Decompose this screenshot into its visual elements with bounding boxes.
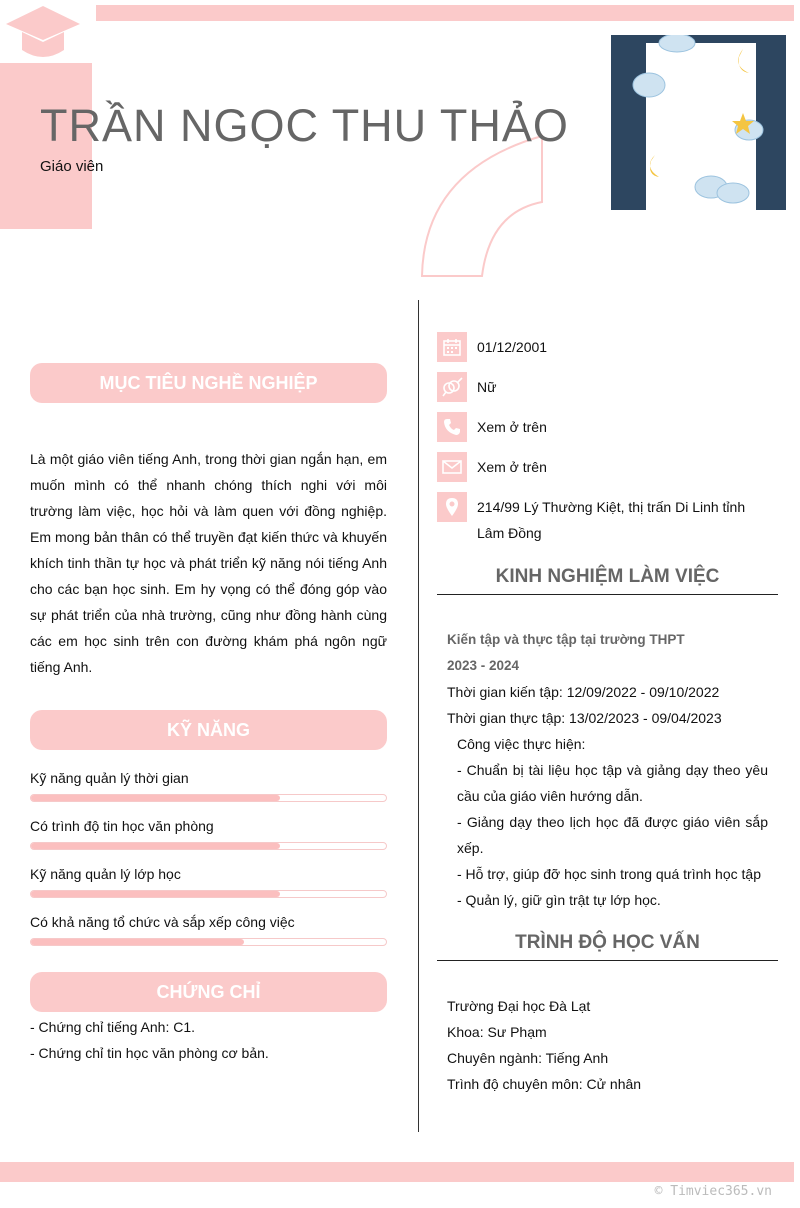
skill-name: Có khả năng tổ chức và sắp xếp công việc bbox=[30, 914, 295, 930]
bottom-accent-bar bbox=[0, 1162, 794, 1182]
decorative-arc bbox=[418, 130, 550, 280]
contact-gender bbox=[437, 372, 777, 402]
photo-placeholder-illustration bbox=[611, 35, 786, 210]
contact-address bbox=[437, 492, 777, 546]
contact-email bbox=[437, 452, 777, 482]
experience-period: 2023 - 2024 bbox=[447, 658, 520, 673]
skill-name: Kỹ năng quản lý thời gian bbox=[30, 770, 189, 786]
education-heading: TRÌNH ĐỘ HỌC VẤN bbox=[437, 932, 778, 961]
column-divider bbox=[418, 300, 419, 1132]
phone-icon bbox=[437, 412, 467, 442]
skill-bar bbox=[30, 842, 387, 850]
duty-item: - Giảng dạy theo lịch học đã được giáo viên sắp xếp. bbox=[457, 814, 768, 856]
education-block bbox=[447, 993, 641, 1097]
duties-label: Công việc thực hiện: bbox=[457, 736, 586, 752]
skill-item bbox=[30, 912, 387, 946]
calendar-icon bbox=[437, 332, 467, 362]
education-faculty: Khoa: Sư Phạm bbox=[447, 1024, 547, 1040]
gender-value: Nữ bbox=[477, 379, 497, 395]
career-objective-text: Là một giáo viên tiếng Anh, trong thời gian ngắn hạn, em muốn mình có thể nhanh chóng thích nghi với môi trường làm việc, học hỏi và làm quen với đồng nghiệp. Em mong bản thân có thể truyền đạt kiến thức và khuyến khích tinh thần tự học và phát triển kỹ năng nói tiếng Anh cho các bạn học sinh. Em hy vọng có thể đóng góp vào sự phát triển của nhà trường, cũng như đồng hành cùng các em học sinh trên con đường khám phá ngôn ngữ tiếng Anh. bbox=[30, 451, 387, 675]
candidate-name: TRẦN NGỌC THU THẢO bbox=[40, 100, 569, 151]
education-school: Trường Đại học Đà Lạt bbox=[447, 998, 591, 1014]
experience-organization: Kiến tập và thực tập tại trường THPT bbox=[447, 632, 685, 647]
skill-name: Có trình độ tin học văn phòng bbox=[30, 818, 214, 834]
experience-heading: KINH NGHIỆM LÀM VIỆC bbox=[437, 566, 778, 595]
contact-phone bbox=[437, 412, 777, 442]
internship-observe-dates: Thời gian kiến tập: 12/09/2022 - 09/10/2022 bbox=[447, 684, 720, 700]
job-title: Giáo viên bbox=[40, 158, 104, 175]
gender-icon bbox=[437, 372, 467, 402]
skill-bar-fill bbox=[31, 939, 244, 945]
certificate-item: - Chứng chỉ tiếng Anh: C1. bbox=[30, 1019, 196, 1035]
skills-heading: KỸ NĂNG bbox=[30, 710, 387, 750]
skill-item bbox=[30, 864, 387, 898]
birthday-value: 01/12/2001 bbox=[477, 339, 548, 355]
skill-name: Kỹ năng quản lý lớp học bbox=[30, 866, 181, 882]
objective-heading: MỤC TIÊU NGHỀ NGHIỆP bbox=[30, 363, 387, 403]
education-degree: Trình độ chuyên môn: Cử nhân bbox=[447, 1076, 642, 1092]
certificate-item: - Chứng chỉ tin học văn phòng cơ bản. bbox=[30, 1045, 269, 1061]
top-accent-bar bbox=[96, 5, 794, 21]
footer-watermark: © Timviec365.vn bbox=[654, 1184, 772, 1199]
address-value: 214/99 Lý Thường Kiệt, thị trấn Di Linh tỉnh Lâm Đồng bbox=[477, 499, 746, 541]
contact-birthday bbox=[437, 332, 777, 362]
duty-item: - Quản lý, giữ gìn trật tự lớp học. bbox=[457, 892, 661, 908]
internship-practice-dates: Thời gian thực tập: 13/02/2023 - 09/04/2023 bbox=[447, 710, 722, 726]
skill-bar bbox=[30, 890, 387, 898]
profile-photo bbox=[611, 35, 786, 210]
phone-value: Xem ở trên bbox=[477, 419, 547, 435]
skill-item bbox=[30, 816, 387, 850]
skill-bar-fill bbox=[31, 795, 280, 801]
duty-item: - Hỗ trợ, giúp đỡ học sinh trong quá trình học tập bbox=[457, 866, 761, 882]
education-major: Chuyên ngành: Tiếng Anh bbox=[447, 1050, 609, 1066]
skill-bar-fill bbox=[31, 843, 280, 849]
email-icon bbox=[437, 452, 467, 482]
skill-bar-fill bbox=[31, 891, 280, 897]
skill-bar bbox=[30, 938, 387, 946]
graduation-cap-icon bbox=[4, 4, 82, 62]
certificates-heading: CHỨNG CHỈ bbox=[30, 972, 387, 1012]
email-value: Xem ở trên bbox=[477, 459, 547, 475]
location-icon bbox=[437, 492, 467, 522]
experience-block bbox=[447, 627, 768, 913]
skill-item bbox=[30, 768, 387, 802]
duty-item: - Chuẩn bị tài liệu học tập và giảng dạy theo yêu cầu của giáo viên hướng dẫn. bbox=[457, 762, 768, 804]
skill-bar bbox=[30, 794, 387, 802]
certificates-list bbox=[30, 1014, 269, 1066]
